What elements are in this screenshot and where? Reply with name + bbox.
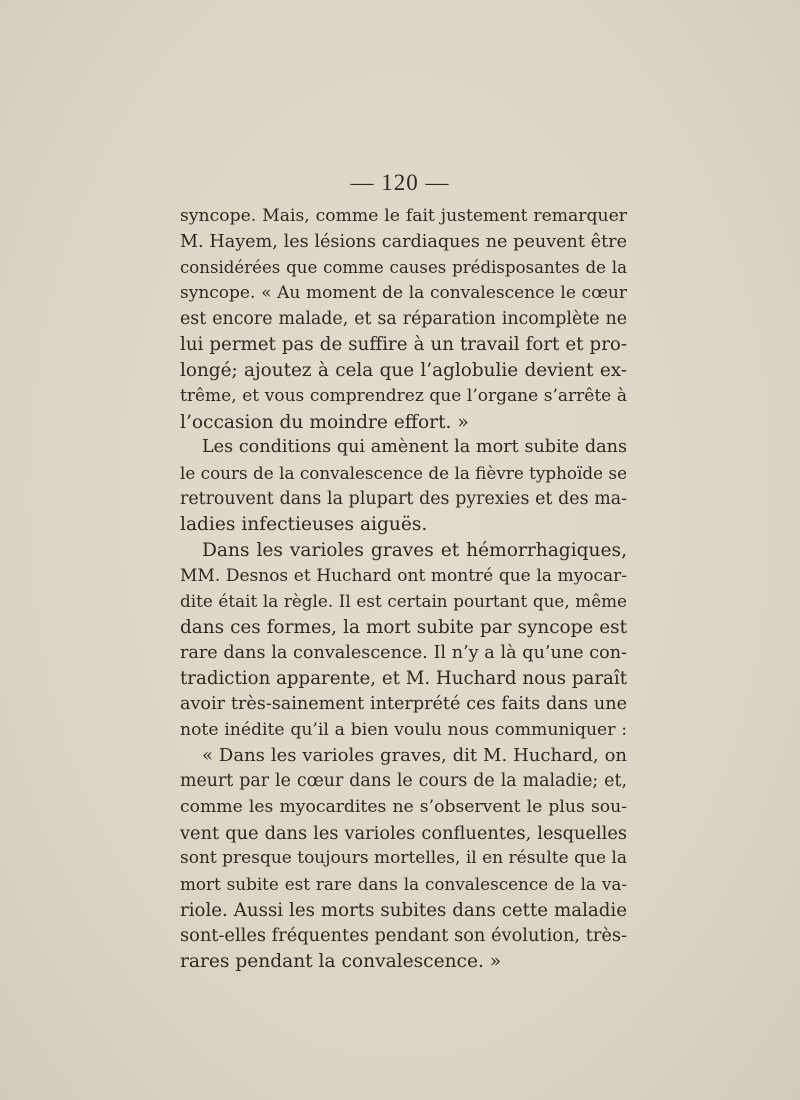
text-line: rare dans la convalescence. Il n’y a là qu’une con- [180,642,627,663]
text-line: rares pendant la convalescence. » [180,950,502,972]
text-line: trême, et vous comprendrez que l’organe s’arrête à [180,385,627,406]
text-line: le cours de la convalescence de la fièvre typhoïde se [180,462,627,483]
text-line: sont-elles fréquentes pendant son évolution, très- [180,925,628,947]
paragraph-start-line: Dans les varioles graves et hémorrhagiques, [202,539,627,561]
text-line: retrouvent dans la plupart des pyrexies et des ma- [180,488,627,509]
text-line: mort subite est rare dans la convalescence de la va- [180,873,627,894]
text-line: avoir très-sainement interprété ces faits dans une [180,694,627,715]
text-line: tradiction apparente, et M. Huchard nous paraît [180,668,627,690]
text-line: M. Hayem, les lésions cardiaques ne peuvent être [180,231,627,252]
text-line: MM. Desnos et Huchard ont montré que la myocar- [180,565,627,586]
text-line: comme les myocardites ne s’observent le plus sou- [180,796,627,817]
text-line: meurt par le cœur dans le cours de la maladie; et, [180,771,627,792]
text-line: note inédite qu’il a bien voulu nous communiquer : [180,719,627,740]
text-line: dans ces formes, la mort subite par syncope est [180,617,627,638]
text-line: dite était la règle. Il est certain pourtant que, même [180,591,627,612]
text-line: lui permet pas de suffire à un travail fort et pro- [180,334,627,356]
text-line: l’occasion du moindre effort. » [180,411,469,433]
text-line: ladies infectieuses aiguës. [180,514,428,536]
paragraph-start-line: « Dans les varioles graves, dit M. Huchard, on [202,745,627,767]
paragraph-start-line: Les conditions qui amènent la mort subite dans [202,437,627,458]
body-text [180,204,627,975]
text-line: est encore malade, et sa réparation incomplète ne [180,308,627,329]
text-line: syncope. « Au moment de la convalescence le cœur [180,283,627,304]
page-number: — 120 — [350,170,450,195]
text-line: longé; ajoutez à cela que l’aglobulie devient ex- [180,360,627,382]
text-line: syncope. Mais, comme le fait justement remarquer [180,206,627,226]
text-line: considérées que comme causes prédisposantes de la [180,258,627,278]
text-line: sont presque toujours mortelles, il en résulte que la [180,848,627,869]
text-line: riole. Aussi les morts subites dans cette maladie [180,899,627,921]
text-line: vent que dans les varioles confluentes, lesquelles [180,822,627,844]
